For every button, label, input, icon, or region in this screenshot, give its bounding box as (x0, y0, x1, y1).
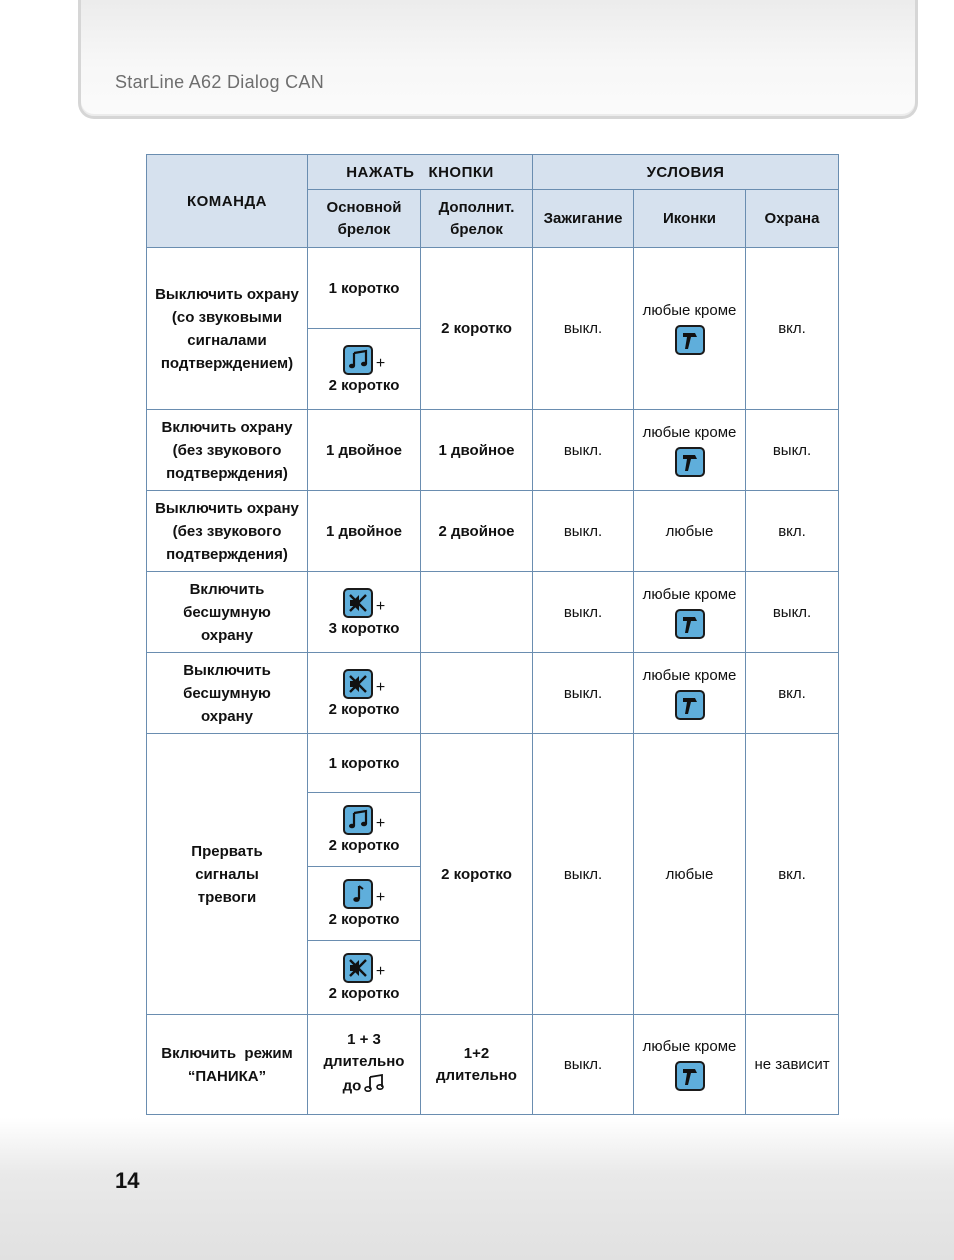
main-fob-cell: 1 двойное (308, 491, 421, 572)
main-fob-option: + 2 коротко (308, 867, 420, 941)
main-fob-cell: 1 + 3 длительно до (308, 1015, 421, 1115)
extra-fob-cell: 2 коротко (421, 248, 533, 410)
mute-speaker-icon (343, 669, 373, 699)
main-fob-option: 1 коротко (308, 248, 420, 329)
ignition-cell: выкл. (533, 572, 634, 653)
main-fob-cell (308, 248, 421, 410)
icons-cell: любые кроме (634, 572, 746, 653)
extra-fob-cell: 1+2 длительно (421, 1015, 533, 1115)
main-fob-cell: + 3 коротко (308, 572, 421, 653)
ignition-cell: выкл. (533, 653, 634, 734)
guard-cell: выкл. (746, 410, 839, 491)
table-row (147, 248, 839, 410)
header-command: КОМАНДА (147, 155, 308, 248)
guard-cell: вкл. (746, 248, 839, 410)
running-header-title: StarLine A62 Dialog CAN (115, 72, 325, 92)
extra-fob-cell: 2 коротко (421, 734, 533, 1015)
header-band (0, 0, 954, 140)
header-conditions: УСЛОВИЯ (533, 155, 839, 190)
guard-cell: выкл. (746, 572, 839, 653)
command-cell: Включить режим “ПАНИКА” (147, 1015, 308, 1115)
ignition-cell: выкл. (533, 410, 634, 491)
mute-speaker-icon (343, 588, 373, 618)
table-row (147, 410, 839, 491)
ignition-cell: выкл. (533, 1015, 634, 1115)
guard-cell: не зависит (746, 1015, 839, 1115)
hammer-icon (675, 609, 705, 639)
hammer-icon (675, 447, 705, 477)
ignition-cell: выкл. (533, 734, 634, 1015)
main-fob-cell: 1 двойное (308, 410, 421, 491)
icons-cell: любые (634, 734, 746, 1015)
table-row (147, 491, 839, 572)
extra-fob-cell: 2 двойное (421, 491, 533, 572)
double-note-icon (343, 805, 373, 835)
icons-cell: любые кроме (634, 248, 746, 410)
icons-cell: любые кроме (634, 653, 746, 734)
header-ignition: Зажигание (533, 190, 634, 248)
command-cell: Включить бесшумную охрану (147, 572, 308, 653)
extra-fob-cell (421, 653, 533, 734)
command-table (146, 154, 839, 1115)
header-press-buttons: НАЖАТЬ КНОПКИ (308, 155, 533, 190)
table-row (147, 653, 839, 734)
table-header-row (147, 155, 839, 190)
command-cell: Выключить бесшумную охрану (147, 653, 308, 734)
hammer-icon (675, 1061, 705, 1091)
guard-cell: вкл. (746, 491, 839, 572)
footer-band (0, 1118, 954, 1260)
header-guard: Охрана (746, 190, 839, 248)
main-fob-cell (308, 734, 421, 1015)
icons-cell: любые кроме (634, 410, 746, 491)
header-frame (78, 0, 918, 119)
header-main-fob: Основной брелок (308, 190, 421, 248)
ignition-cell: выкл. (533, 491, 634, 572)
main-fob-option: + 2 коротко (308, 329, 420, 409)
single-note-icon (343, 879, 373, 909)
table-row (147, 572, 839, 653)
guard-cell: вкл. (746, 653, 839, 734)
double-note-icon (343, 345, 373, 375)
table-row (147, 734, 839, 1015)
main-fob-option: 1 коротко (308, 734, 420, 793)
extra-fob-cell: 1 двойное (421, 410, 533, 491)
command-cell: Выключить охрану (со звуковыми сигналами подтверждением) (147, 248, 308, 410)
command-cell: Прервать сигналы тревоги (147, 734, 308, 1015)
main-fob-cell: + 2 коротко (308, 653, 421, 734)
header-extra-fob: Дополнит. брелок (421, 190, 533, 248)
hammer-icon (675, 690, 705, 720)
extra-fob-cell (421, 572, 533, 653)
mute-speaker-icon (343, 953, 373, 983)
header-icons: Иконки (634, 190, 746, 248)
command-cell: Выключить охрану (без звукового подтверждения) (147, 491, 308, 572)
icons-cell: любые кроме (634, 1015, 746, 1115)
guard-cell: вкл. (746, 734, 839, 1015)
table-row (147, 1015, 839, 1115)
main-fob-option: + 2 коротко (308, 941, 420, 1014)
icons-cell: любые (634, 491, 746, 572)
double-note-icon (363, 1073, 385, 1100)
ignition-cell: выкл. (533, 248, 634, 410)
main-fob-option: + 2 коротко (308, 793, 420, 867)
page-number: 14 (115, 1168, 140, 1193)
command-cell: Включить охрану (без звукового подтверждения) (147, 410, 308, 491)
hammer-icon (675, 325, 705, 355)
